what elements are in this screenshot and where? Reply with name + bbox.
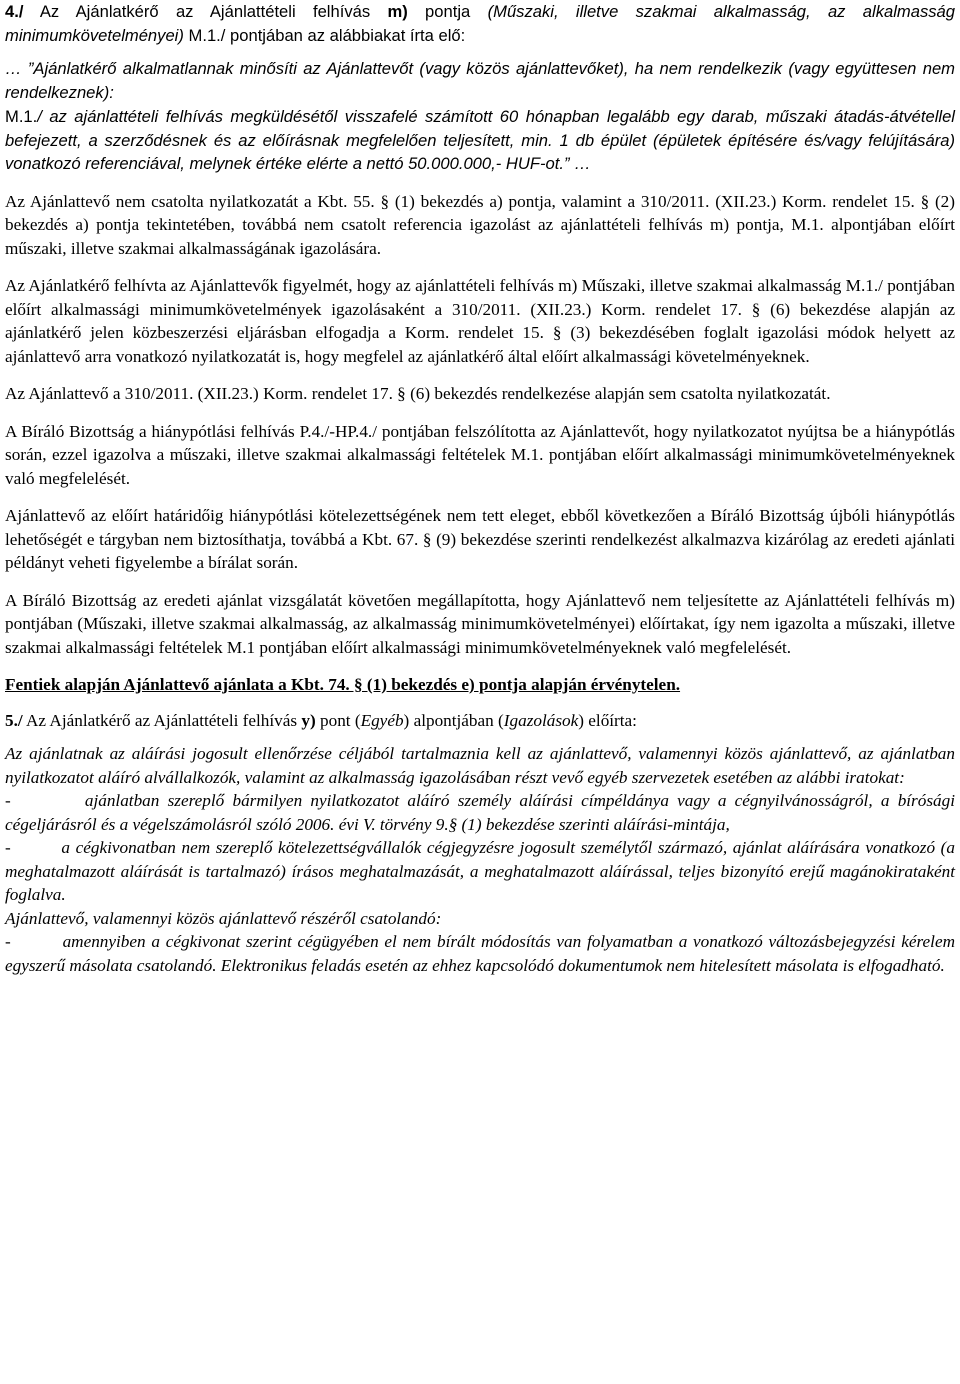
section-4-heading-mid: pontja [407,2,488,21]
section-4-point-m: m) [387,2,408,21]
paragraph-2: Az Ajánlatkérő felhívta az Ajánlattevők figyelmét, hogy az ajánlattételi felhívás m) Műszaki, illetve szakmai alkalmasság M.1./ pontjában előírt alkalmassági minimumkövetelmények igazolásaként a 310/2011. (XII.23.) Korm. rendelet 17. § (6) bekezdése alapján az ajánlatkérő jelen közbeszerzési eljárásban elfogadja a Korm. rendelet 15. § (3) bekezdésében foglalt igazolási módok helyett az ajánlattevő arra vonatkozó nyilatkozatát is, hogy megfelel az ajánlatkérő által előírt alkalmassági követelményeknek. [5,276,955,366]
section-5-igazolasok: Igazolások [503,710,579,730]
section-5-item-2: - a cégkivonatban nem szereplő kötelezettségvállalók cégjegyzésre jogosult személytől származó, ajánlat aláírására vonatkozó (a meghatalmazott aláírását is tartalmazó) írásos meghatalmazását, a meghatalmazott aláírással, teljes bizonyító erejű magánokirataként foglalva. [5,838,955,904]
section-5-heading-d: ) előírta: [578,710,637,730]
section-4-heading-text: Az Ajánlatkérő az Ajánlattételi felhívás [39,2,388,21]
section-4-quote: … ”Ajánlatkérő alkalmatlannak minősíti az Ajánlattevőt (vagy közös ajánlattevőket), ha nem rendelkezik (vagy együttesen nem rendelkeznek): [5,59,955,102]
section-4-m1-requirement [5,105,955,176]
section-4-heading [5,0,955,47]
section-5-intro: Az ajánlatnak az aláírási jogosult ellenőrzése céljából tartalmaznia kell az ajánlattevő, valamennyi közös ajánlattevő, az ajánlatban nyilatkozatot aláíró alvállalkozók, valamint az alkalmasság igazolásában részt vevő egyéb szervezetek esetében az alábbi iratokat: [5,744,955,787]
section-5-item-1: - ajánlatban szereplő bármilyen nyilatkozatot aláíró személy aláírási címpéldánya vagy a cégnyilvánosságról, a bírósági cégeljárásról és a végelszámolásról szóló 2006. évi V. törvény 9.§ (1) bekezdése szerinti aláírási-mintája, [5,791,955,834]
section-4-number: 4./ [5,2,24,21]
section-5-heading [5,709,955,733]
section-5-egyeb: Egyéb [360,710,404,730]
section-4-heading-paren: (Műszaki, illetve szakmai alkalmasság, az alkalmasság minimumkövetelményei) [5,2,956,45]
paragraph-4: A Bíráló Bizottság a hiánypótlási felhívás P.4./-HP.4./ pontjában felszólította az Ajánlattevőt, hogy nyilatkozatot nyújtsa be a hiánypótlás során, ezzel igazolva a műszaki, illetve szakmai alkalmassági feltételek M.1. pontjában előírt alkalmassági minimumkövetelményeknek való megfelelését. [5,421,955,488]
section-5-heading-c: ) alpontjában ( [403,710,504,730]
section-5-number: 5./ [5,710,23,730]
section-5-heading-b: pont ( [315,710,361,730]
paragraph-6: A Bíráló Bizottság az eredeti ajánlat vizsgálatát követően megállapította, hogy Ajánlattevő nem teljesítette az Ajánlattételi felhívás m) pontjában (Műszaki, illetve szakmai alkalmasság, az alkalmasság minimumkövetelményei) előírtakat, így nem igazolta a műszaki, illetve szakmai alkalmassági feltételek M.1 pontjában előírt alkalmassági minimumkövetelményeknek való megfelelését. [5,590,955,657]
section-5-heading-a: Az Ajánlatkérő az Ajánlattételi felhívás [22,710,302,730]
m1-label: M.1. [5,107,38,126]
section-4-conclusion: Fentiek alapján Ajánlattevő ajánlata a Kbt. 74. § (1) bekezdés e) pontja alapján érvénytelen. [5,675,681,694]
section-5-item-3: - amennyiben a cégkivonat szerint cégügyében el nem bírált módosítás van folyamatban a vonatkozó változásbejegyzési kérelem egyszerű másolata csatolandó. Elektronikus feladás esetén az ehhez kapcsolódó dokumentumok nem hitelesített másolata is elfogadható. [5,932,955,975]
section-5-point-y: y) [301,710,316,730]
paragraph-1: Az Ajánlattevő nem csatolta nyilatkozatát a Kbt. 55. § (1) bekezdés a) pontja, valamint a 310/2011. (XII.23.) Korm. rendelet 15. § (2) bekezdés a) pontja tekintetében, továbbá nem csatolt referencia igazolást az ajánlattételi felhívás m) pontja, M.1. alpontjában előírt műszaki, illetve szakmai alkalmasságának igazolására. [5,191,955,258]
section-4-heading-tail: M.1./ pontjában az alábbiakat írta elő: [183,25,466,45]
section-5-subheading: Ajánlattevő, valamennyi közös ajánlattevő részéről csatolandó: [5,908,442,928]
paragraph-5: Ajánlattevő az előírt határidőig hiánypótlási kötelezettségének nem tett eleget, ebből következően a Bíráló Bizottság újbóli hiánypótlás lehetőségét e tárgyban nem biztosíthatja, továbbá a Kbt. 67. § (9) bekezdése szerinti rendelkezést alkalmazva kizárólag az eredeti ajánlati példányt veheti figyelembe a bírálat során. [5,506,955,572]
m1-text: / az ajánlattételi felhívás megküldésétől visszafelé számított 60 hónapban legalább egy darab, műszaki átadás-átvétellel befejezett, a szerződésnek és az előírásnak megfelelően teljesített, min. 1 db épület (épületek építésére és/vagy felújítására) vonatkozó referenciával, melynek értéke elérte a nettó 50.000.000,- HUF-ot.” … [5,107,955,173]
paragraph-3: Az Ajánlattevő a 310/2011. (XII.23.) Korm. rendelet 17. § (6) bekezdés rendelkezése alapján sem csatolta nyilatkozatát. [5,384,831,403]
